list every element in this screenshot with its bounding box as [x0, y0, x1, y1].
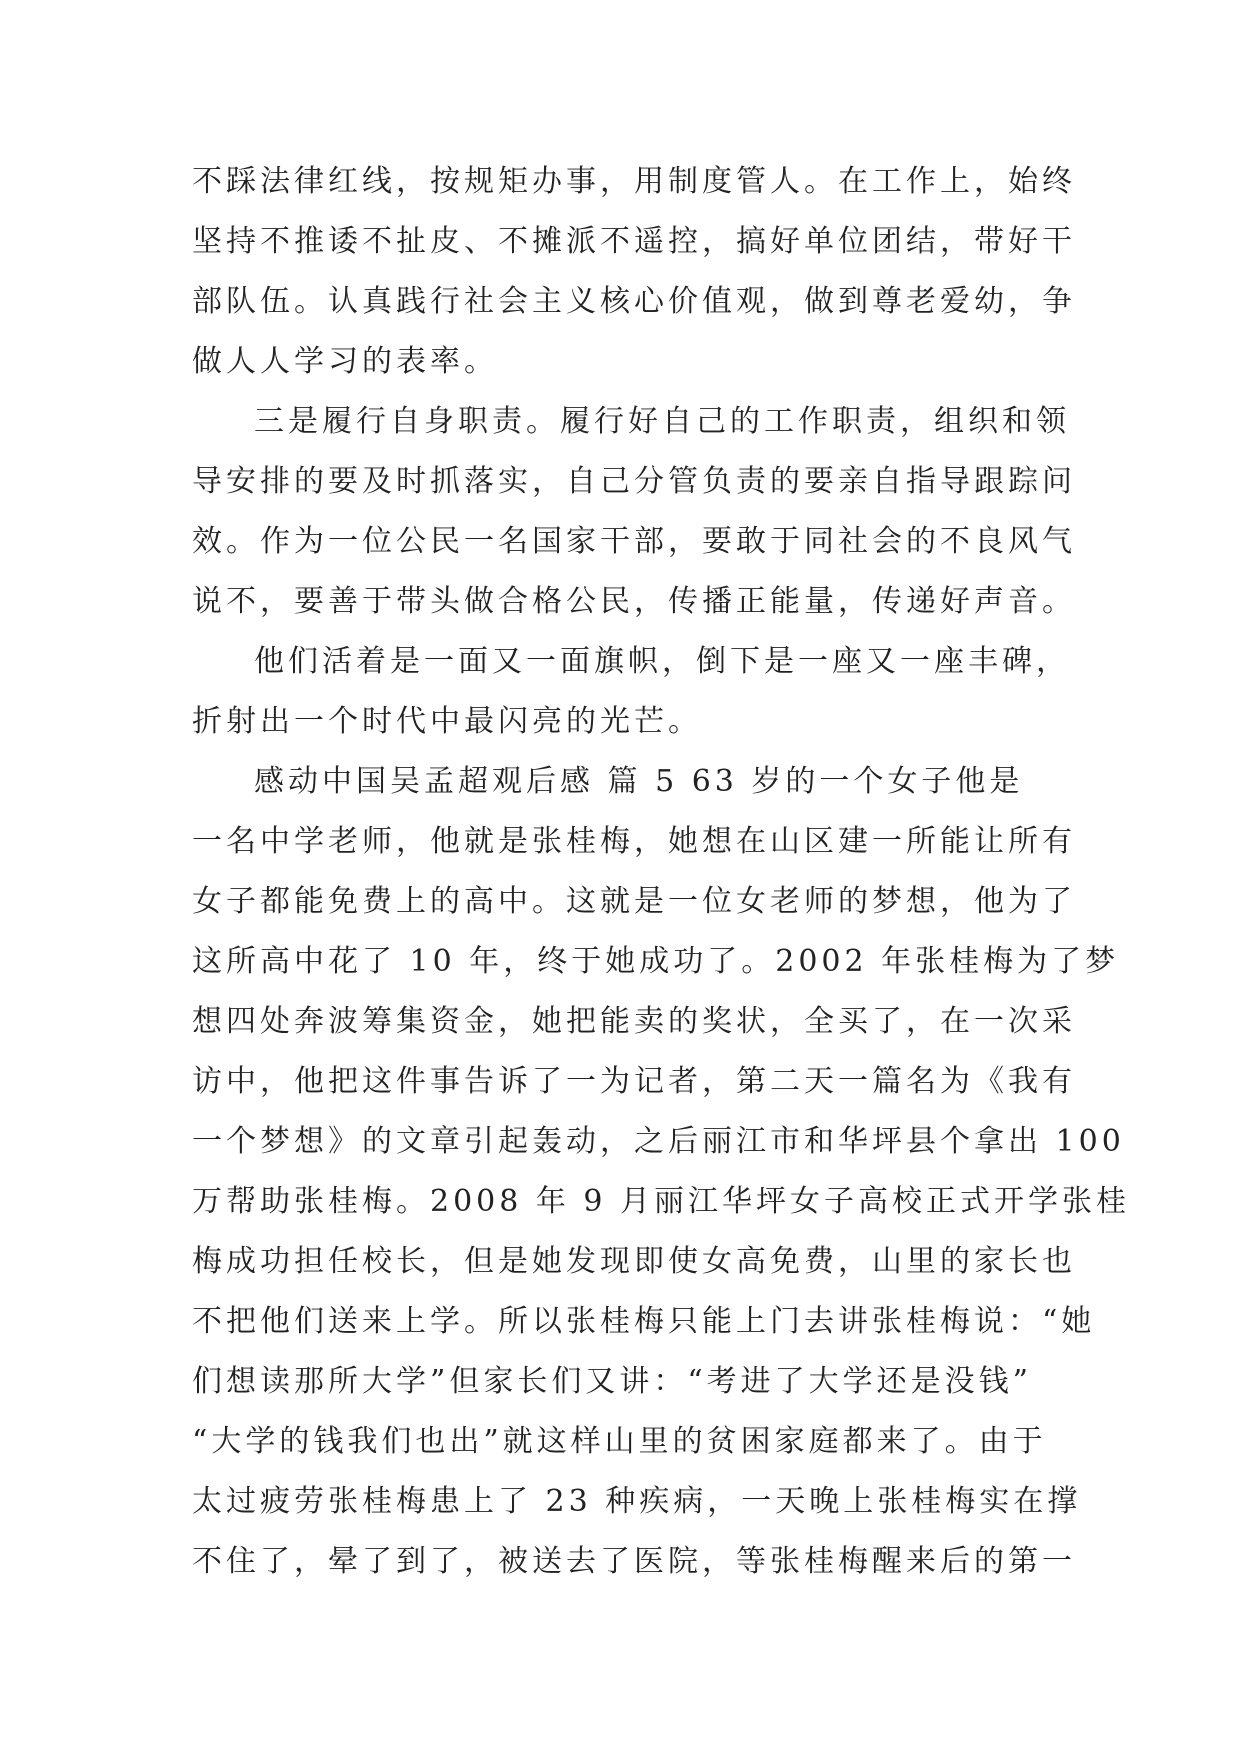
text-line: 不住了，晕了到了，被送去了医院，等张桂梅醒来后的第一 — [192, 1544, 1076, 1579]
text-line: 梅成功担任校长，但是她发现即使女高免费，山里的家长也 — [192, 1244, 1076, 1279]
text-line: 说不，要善于带头做合格公民，传播正能量，传递好声音。 — [192, 584, 1076, 619]
text-line: 效。作为一位公民一名国家干部，要敢于同社会的不良风气 — [192, 524, 1076, 559]
text-line: “大学的钱我们也出”就这样山里的贫困家庭都来了。由于 — [192, 1424, 1047, 1459]
text-line: 三是履行自身职责。履行好自己的工作职责，组织和领 — [254, 404, 1070, 439]
text-line: 一个梦想》的文章引起轰动，之后丽江市和华坪县个拿出 100 — [192, 1124, 1125, 1159]
text-line: 女子都能免费上的高中。这就是一位女老师的梦想，他为了 — [192, 884, 1076, 919]
text-line: 做人人学习的表率。 — [192, 344, 498, 379]
text-line: 访中，他把这件事告诉了一为记者，第二天一篇名为《我有 — [192, 1064, 1076, 1099]
text-line: 万帮助张桂梅。2008 年 9 月丽江华坪女子高校正式开学张桂 — [192, 1184, 1131, 1219]
body-text — [192, 152, 1131, 1592]
text-line: 太过疲劳张桂梅患上了 23 种疾病，一天晚上张桂梅实在撑 — [192, 1484, 1082, 1519]
text-line: 这所高中花了 10 年，终于她成功了。2002 年张桂梅为了梦 — [192, 944, 1120, 979]
section-heading-line: 感动中国吴孟超观后感 篇 5 63 岁的一个女子他是 — [254, 764, 1024, 799]
text-line: 不踩法律红线，按规矩办事，用制度管人。在工作上，始终 — [192, 164, 1076, 199]
text-line: 想四处奔波筹集资金，她把能卖的奖状，全买了，在一次采 — [192, 1004, 1076, 1039]
text-line: 不把他们送来上学。所以张桂梅只能上门去讲张桂梅说：“她 — [192, 1304, 1096, 1339]
text-line: 折射出一个时代中最闪亮的光芒。 — [192, 704, 702, 739]
text-line: 他们活着是一面又一面旗帜，倒下是一座又一座丰碑， — [254, 644, 1070, 679]
text-line: 们想读那所大学”但家长们又讲：“考进了大学还是没钱” — [192, 1364, 1033, 1399]
text-line: 一名中学老师，他就是张桂梅，她想在山区建一所能让所有 — [192, 824, 1076, 859]
text-line: 部队伍。认真践行社会主义核心价值观，做到尊老爱幼，争 — [192, 284, 1076, 319]
text-line: 坚持不推诿不扯皮、不摊派不遥控，搞好单位团结，带好干 — [192, 224, 1076, 259]
text-line: 导安排的要及时抓落实，自己分管负责的要亲自指导跟踪问 — [192, 464, 1076, 499]
